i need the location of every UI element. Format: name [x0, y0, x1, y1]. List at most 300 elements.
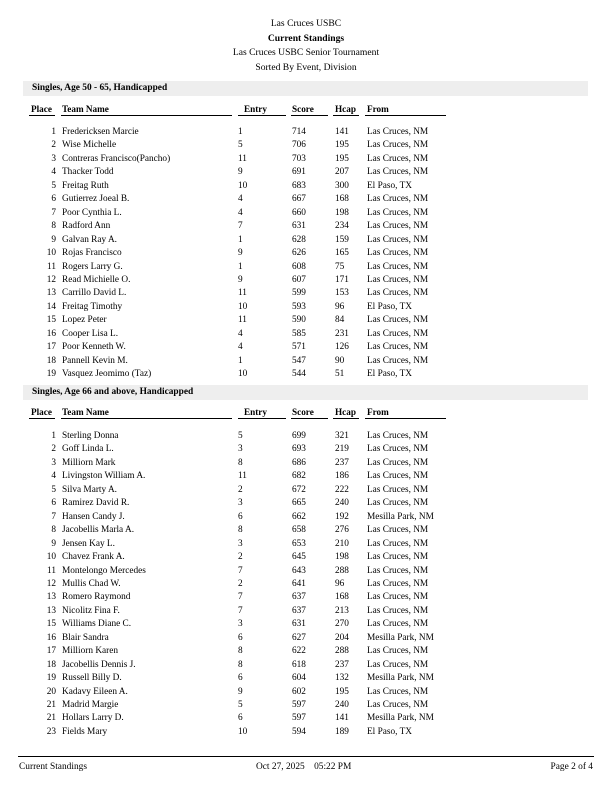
cell-place: 8	[51, 221, 56, 232]
cell-entry: 3	[238, 538, 243, 549]
cell-entry: 3	[238, 444, 243, 455]
cell-team-name: Contreras Francisco(Pancho)	[62, 153, 171, 164]
cell-hcap: 195	[335, 686, 349, 697]
table-row	[0, 511, 612, 524]
table-row	[0, 470, 612, 483]
cell-team-name: Rojas Francisco	[62, 248, 122, 259]
cell-from: Las Cruces, NM	[367, 274, 429, 285]
cell-from: Las Cruces, NM	[367, 484, 429, 495]
cell-place: 16	[46, 632, 56, 643]
table-row	[0, 301, 612, 314]
cell-entry: 4	[238, 342, 243, 353]
cell-place: 5	[51, 180, 56, 191]
cell-from: Las Cruces, NM	[367, 578, 429, 589]
underline-place	[29, 418, 55, 419]
cell-entry: 5	[238, 431, 243, 441]
cell-place: 9	[51, 234, 56, 245]
cell-hcap: 168	[335, 194, 349, 205]
cell-from: Las Cruces, NM	[367, 659, 429, 670]
cell-score: 641	[292, 578, 306, 589]
cell-team-name: Vasquez Jeomimo (Taz)	[62, 369, 152, 380]
cell-hcap: 168	[335, 592, 349, 603]
cell-entry: 11	[238, 288, 247, 299]
table-row	[0, 430, 612, 443]
cell-hcap: 210	[335, 538, 349, 549]
cell-from: Las Cruces, NM	[367, 248, 429, 259]
cell-score: 608	[292, 261, 306, 272]
table-row	[0, 180, 612, 193]
cell-from: Las Cruces, NM	[367, 261, 429, 272]
cell-from: El Paso, TX	[367, 369, 413, 380]
cell-entry: 10	[238, 726, 248, 737]
cell-score: 672	[292, 484, 306, 495]
tournament-name: Las Cruces USBC Senior Tournament	[232, 47, 380, 58]
cell-score: 547	[292, 355, 306, 366]
cell-place: 15	[46, 315, 56, 326]
cell-team-name: Milliorn Mark	[62, 457, 116, 468]
cell-score: 597	[292, 713, 306, 724]
cell-place: 12	[46, 578, 56, 589]
cell-hcap: 141	[335, 127, 349, 137]
cell-team-name: Carrillo David L.	[62, 288, 127, 299]
col-from: From	[367, 407, 389, 417]
table-row	[0, 457, 612, 470]
cell-team-name: Pannell Kevin M.	[62, 355, 128, 366]
cell-place: 13	[46, 605, 56, 616]
cell-place: 9	[51, 538, 56, 549]
cell-place: 15	[46, 619, 56, 630]
cell-score: 703	[292, 153, 306, 164]
cell-entry: 10	[238, 180, 248, 191]
table-row	[0, 565, 612, 578]
cell-score: 686	[292, 457, 306, 468]
table-row	[0, 247, 612, 260]
cell-hcap: 132	[335, 673, 349, 684]
cell-place: 13	[46, 592, 56, 603]
cell-team-name: Kadavy Eileen A.	[62, 686, 128, 697]
cell-team-name: Cooper Lisa L.	[62, 328, 119, 339]
cell-entry: 8	[238, 646, 243, 657]
cell-entry: 6	[238, 632, 243, 643]
cell-hcap: 186	[335, 471, 349, 482]
cell-score: 637	[292, 592, 306, 603]
cell-from: Las Cruces, NM	[367, 525, 429, 536]
cell-entry: 3	[238, 498, 243, 509]
cell-team-name: Hansen Candy J.	[62, 511, 125, 522]
cell-score: 594	[292, 726, 306, 737]
col-place: Place	[31, 407, 52, 417]
cell-entry: 11	[238, 153, 247, 164]
table-row	[0, 139, 612, 152]
cell-from: Las Cruces, NM	[367, 457, 429, 468]
cell-entry: 10	[238, 301, 248, 312]
cell-from: Las Cruces, NM	[367, 619, 429, 630]
cell-place: 6	[51, 194, 56, 205]
table-row	[0, 591, 612, 604]
cell-place: 2	[51, 444, 56, 455]
cell-team-name: Mullis Chad W.	[62, 578, 121, 589]
cell-score: 653	[292, 538, 306, 549]
cell-score: 637	[292, 605, 306, 616]
cell-from: Las Cruces, NM	[367, 207, 429, 218]
cell-from: Las Cruces, NM	[367, 700, 429, 710]
cell-entry: 1	[238, 261, 243, 272]
cell-team-name: Lopez Peter	[62, 315, 107, 326]
cell-score: 544	[292, 369, 306, 380]
underline-entry	[238, 115, 286, 116]
cell-from: Las Cruces, NM	[367, 315, 429, 326]
cell-score: 631	[292, 619, 306, 630]
cell-team-name: Jacobellis Marla A.	[62, 525, 135, 536]
cell-place: 16	[46, 328, 56, 339]
cell-from: Las Cruces, NM	[367, 167, 429, 178]
underline-team	[61, 418, 232, 419]
cell-hcap: 198	[335, 207, 349, 218]
cell-from: Las Cruces, NM	[367, 471, 429, 482]
cell-entry: 6	[238, 511, 243, 522]
cell-team-name: Chavez Frank A.	[62, 552, 125, 563]
cell-place: 12	[46, 274, 56, 285]
cell-from: Mesilla Park, NM	[367, 673, 434, 684]
cell-place: 19	[46, 673, 56, 684]
cell-entry: 11	[238, 315, 247, 326]
table-row	[0, 355, 612, 368]
cell-entry: 6	[238, 713, 243, 724]
cell-from: Mesilla Park, NM	[367, 713, 434, 724]
col-team-name: Team Name	[62, 104, 109, 114]
cell-place: 4	[51, 471, 56, 482]
table-row	[0, 578, 612, 591]
cell-place: 8	[51, 525, 56, 536]
cell-entry: 3	[238, 619, 243, 630]
table-row	[0, 234, 612, 247]
cell-entry: 11	[238, 471, 247, 482]
cell-from: El Paso, TX	[367, 726, 413, 737]
table-row	[0, 497, 612, 510]
cell-from: Las Cruces, NM	[367, 342, 429, 353]
cell-score: 645	[292, 552, 306, 563]
cell-entry: 10	[238, 369, 248, 380]
table-row	[0, 538, 612, 551]
table-row	[0, 484, 612, 497]
cell-entry: 2	[238, 484, 243, 495]
cell-hcap: 288	[335, 646, 349, 657]
cell-score: 631	[292, 221, 306, 232]
cell-team-name: Silva Marty A.	[62, 484, 118, 495]
table-row	[0, 368, 612, 381]
cell-hcap: 270	[335, 619, 349, 630]
cell-hcap: 96	[335, 578, 345, 589]
cell-place: 10	[46, 552, 56, 563]
cell-score: 590	[292, 315, 306, 326]
cell-team-name: Sterling Donna	[62, 431, 119, 441]
cell-score: 660	[292, 207, 306, 218]
cell-from: El Paso, TX	[367, 180, 413, 191]
cell-hcap: 189	[335, 726, 349, 737]
cell-from: Las Cruces, NM	[367, 646, 429, 657]
col-entry: Entry	[244, 104, 267, 114]
cell-score: 683	[292, 180, 306, 191]
cell-hcap: 192	[335, 511, 349, 522]
col-score: Score	[292, 407, 314, 417]
cell-place: 17	[46, 646, 56, 657]
cell-team-name: Montelongo Mercedes	[62, 565, 146, 576]
footer-report-name: Current Standings	[19, 762, 87, 772]
cell-from: Las Cruces, NM	[367, 234, 429, 245]
cell-team-name: Read Michielle O.	[62, 274, 131, 285]
table-row	[0, 126, 612, 139]
cell-place: 10	[46, 248, 56, 259]
cell-hcap: 240	[335, 700, 349, 710]
cell-hcap: 165	[335, 248, 349, 259]
table-row	[0, 314, 612, 327]
cell-score: 602	[292, 686, 306, 697]
table-row	[0, 632, 612, 645]
table-row	[0, 261, 612, 274]
cell-team-name: Russell Billy D.	[62, 673, 122, 684]
cell-entry: 9	[238, 248, 243, 259]
cell-team-name: Jensen Kay L.	[62, 538, 115, 549]
cell-place: 21	[46, 713, 56, 724]
underline-hcap	[333, 418, 359, 419]
cell-place: 7	[51, 511, 56, 522]
cell-place: 6	[51, 498, 56, 509]
cell-hcap: 171	[335, 274, 349, 285]
cell-score: 585	[292, 328, 306, 339]
cell-hcap: 126	[335, 342, 349, 353]
underline-score	[291, 418, 328, 419]
cell-team-name: Milliorn Karen	[62, 646, 119, 657]
cell-place: 23	[46, 726, 56, 737]
cell-hcap: 90	[335, 355, 345, 366]
table-row	[0, 645, 612, 658]
cell-from: Las Cruces, NM	[367, 127, 429, 137]
cell-hcap: 195	[335, 140, 349, 151]
cell-from: Las Cruces, NM	[367, 153, 429, 164]
cell-team-name: Romero Raymond	[62, 592, 131, 603]
cell-score: 667	[292, 194, 306, 205]
cell-team-name: Fields Mary	[62, 726, 108, 737]
cell-score: 626	[292, 248, 306, 259]
underline-from	[365, 115, 446, 116]
underline-team	[61, 115, 232, 116]
cell-place: 14	[46, 301, 56, 312]
cell-from: Las Cruces, NM	[367, 592, 429, 603]
cell-place: 1	[51, 127, 56, 137]
cell-score: 691	[292, 167, 306, 178]
cell-hcap: 234	[335, 221, 349, 232]
cell-entry: 7	[238, 565, 243, 576]
cell-team-name: Galvan Ray A.	[62, 234, 117, 245]
cell-score: 714	[292, 127, 306, 137]
underline-place	[29, 115, 55, 116]
cell-place: 3	[51, 457, 56, 468]
col-place: Place	[31, 104, 52, 114]
cell-from: Las Cruces, NM	[367, 355, 429, 366]
cell-place: 2	[51, 140, 56, 151]
cell-hcap: 288	[335, 565, 349, 576]
cell-from: Las Cruces, NM	[367, 328, 429, 339]
cell-from: Mesilla Park, NM	[367, 632, 434, 643]
cell-team-name: Radford Ann	[62, 221, 111, 232]
cell-from: Las Cruces, NM	[367, 686, 429, 697]
cell-place: 1	[51, 431, 56, 441]
cell-score: 628	[292, 234, 306, 245]
cell-from: Las Cruces, NM	[367, 552, 429, 563]
cell-hcap: 237	[335, 659, 349, 670]
footer-timestamp: Oct 27, 2025 05:22 PM	[256, 762, 352, 772]
cell-from: Las Cruces, NM	[367, 605, 429, 616]
cell-hcap: 51	[335, 369, 345, 380]
cell-score: 604	[292, 673, 306, 684]
col-hcap: Hcap	[335, 104, 356, 114]
cell-hcap: 207	[335, 167, 349, 178]
cell-from: Las Cruces, NM	[367, 288, 429, 299]
cell-entry: 4	[238, 207, 243, 218]
table-row	[0, 274, 612, 287]
cell-from: Mesilla Park, NM	[367, 511, 434, 522]
cell-from: Las Cruces, NM	[367, 140, 429, 151]
table-row	[0, 659, 612, 672]
cell-score: 599	[292, 288, 306, 299]
cell-from: Las Cruces, NM	[367, 538, 429, 549]
cell-team-name: Fredericksen Marcie	[62, 127, 139, 137]
cell-score: 706	[292, 140, 306, 151]
cell-score: 618	[292, 659, 306, 670]
cell-place: 20	[46, 686, 56, 697]
table-row	[0, 672, 612, 685]
cell-from: Las Cruces, NM	[367, 194, 429, 205]
table-row	[0, 726, 612, 739]
cell-hcap: 84	[335, 315, 345, 326]
cell-hcap: 153	[335, 288, 349, 299]
table-row	[0, 207, 612, 220]
cell-hcap: 75	[335, 261, 345, 272]
cell-entry: 5	[238, 140, 243, 151]
cell-team-name: Madrid Margie	[62, 700, 119, 710]
table-row	[0, 699, 612, 712]
table-row	[0, 443, 612, 456]
cell-place: 13	[46, 288, 56, 299]
cell-hcap: 276	[335, 525, 349, 536]
cell-team-name: Hollars Larry D.	[62, 713, 124, 724]
cell-hcap: 237	[335, 457, 349, 468]
cell-entry: 9	[238, 274, 243, 285]
report-title: Current Standings	[267, 33, 345, 44]
underline-score	[291, 115, 328, 116]
cell-team-name: Thacker Todd	[62, 167, 114, 178]
table-row	[0, 328, 612, 341]
cell-score: 662	[292, 511, 306, 522]
cell-from: Las Cruces, NM	[367, 431, 429, 441]
sort-description: Sorted By Event, Division	[255, 62, 357, 73]
cell-hcap: 222	[335, 484, 349, 495]
table-row	[0, 618, 612, 631]
cell-entry: 8	[238, 659, 243, 670]
table-row	[0, 686, 612, 699]
cell-team-name: Freitag Timothy	[62, 301, 123, 312]
cell-place: 7	[51, 207, 56, 218]
footer-page-number: Page 2 of 4	[550, 762, 593, 772]
table-row	[0, 153, 612, 166]
cell-team-name: Goff Linda L.	[62, 444, 114, 455]
col-hcap: Hcap	[335, 407, 356, 417]
cell-entry: 1	[238, 234, 243, 245]
org-name: Las Cruces USBC	[270, 18, 342, 29]
cell-hcap: 321	[335, 431, 349, 441]
cell-entry: 7	[238, 605, 243, 616]
underline-from	[365, 418, 446, 419]
footer-divider	[18, 756, 594, 757]
cell-place: 18	[46, 659, 56, 670]
cell-team-name: Freitag Ruth	[62, 180, 109, 191]
cell-score: 643	[292, 565, 306, 576]
cell-team-name: Poor Cynthia L.	[62, 207, 122, 218]
cell-score: 693	[292, 444, 306, 455]
cell-score: 597	[292, 700, 306, 710]
cell-team-name: Williams Diane C.	[62, 619, 132, 630]
col-score: Score	[292, 104, 314, 114]
section-title-2: Singles, Age 66 and above, Handicapped	[23, 385, 588, 400]
cell-hcap: 213	[335, 605, 349, 616]
table-row	[0, 287, 612, 300]
cell-score: 622	[292, 646, 306, 657]
table-row	[0, 220, 612, 233]
cell-hcap: 300	[335, 180, 349, 191]
cell-hcap: 141	[335, 713, 349, 724]
cell-team-name: Blair Sandra	[62, 632, 109, 643]
cell-team-name: Nicolitz Fina F.	[62, 605, 120, 616]
cell-entry: 8	[238, 457, 243, 468]
cell-team-name: Gutierrez Joeal B.	[62, 194, 130, 205]
cell-place: 3	[51, 153, 56, 164]
cell-entry: 6	[238, 673, 243, 684]
cell-score: 682	[292, 471, 306, 482]
cell-entry: 1	[238, 355, 243, 366]
cell-entry: 4	[238, 194, 243, 205]
cell-score: 665	[292, 498, 306, 509]
cell-team-name: Ramirez David R.	[62, 498, 130, 509]
cell-from: El Paso, TX	[367, 301, 413, 312]
cell-entry: 4	[238, 328, 243, 339]
cell-entry: 9	[238, 167, 243, 178]
cell-team-name: Livingston William A.	[62, 471, 146, 482]
cell-entry: 7	[238, 221, 243, 232]
cell-score: 699	[292, 431, 306, 441]
cell-entry: 5	[238, 700, 243, 710]
cell-score: 593	[292, 301, 306, 312]
table-row	[0, 605, 612, 618]
cell-hcap: 204	[335, 632, 349, 643]
cell-place: 11	[47, 565, 56, 576]
table-row	[0, 712, 612, 725]
cell-team-name: Wise Michelle	[62, 140, 117, 151]
cell-entry: 7	[238, 592, 243, 603]
cell-hcap: 219	[335, 444, 349, 455]
cell-place: 17	[46, 342, 56, 353]
cell-score: 658	[292, 525, 306, 536]
cell-place: 4	[51, 167, 56, 178]
cell-team-name: Poor Kenneth W.	[62, 342, 126, 353]
cell-score: 571	[292, 342, 306, 353]
cell-score: 627	[292, 632, 306, 643]
cell-from: Las Cruces, NM	[367, 565, 429, 576]
cell-entry: 8	[238, 525, 243, 536]
table-row	[0, 551, 612, 564]
cell-hcap: 231	[335, 328, 349, 339]
col-entry: Entry	[244, 407, 267, 417]
table-row	[0, 193, 612, 206]
